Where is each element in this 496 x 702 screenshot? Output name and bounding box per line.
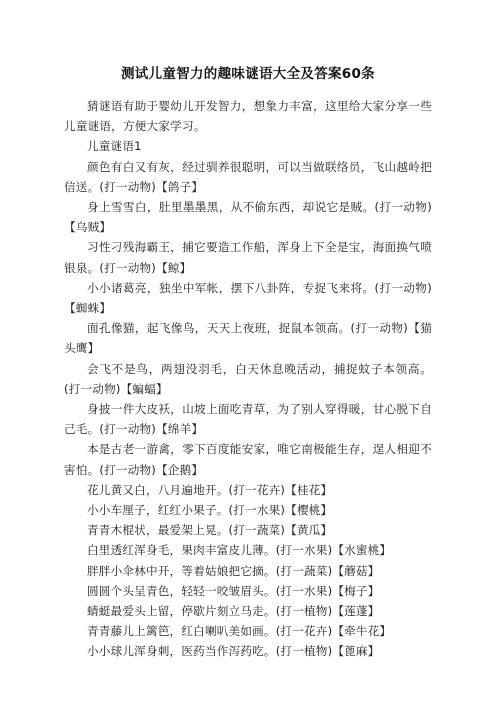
riddle-item: 身上雪雪白，肚里墨墨黑，从不偷东西，却说它是贼。(打一动物)【乌贼】	[64, 200, 432, 235]
paragraph: 猜谜语有助于婴幼儿开发智力，想象力丰富，这里给大家分享一些儿童谜语，方便大家学习。	[64, 99, 432, 134]
document-title: 测试儿童智力的趣味谜语大全及答案60条	[121, 66, 375, 82]
riddle-item: 圆圆个头呈青色，轻轻一咬皱眉头。(打一水果)【梅子】	[87, 583, 380, 598]
riddle-item: 小小诸葛亮，独坐中军帐，摆下八卦阵，专捉飞来将。(打一动物)【蜘蛛】	[64, 280, 432, 316]
riddle-item: 本是古老一游禽，零下百度能安家，唯它南极能生存，逞人相迎不害怕。(打一动物)【企鹅】	[64, 442, 432, 477]
riddle-item: 会飞不是鸟，两翅没羽毛，白天休息晚活动，捕捉蚊子本领高。(打一动物)【蝙蝠】	[64, 361, 432, 396]
riddle-item: 颜色有白又有灰，经过驯养很聪明，可以当做联络员，飞山越岭把信送。(打一动物)【鸽子】	[64, 159, 432, 194]
riddle-item: 青青藤儿上篱笆，红白喇叭美如画。(打一花卉)【牵牛花】	[87, 624, 392, 639]
document-body	[64, 96, 432, 662]
riddle-item: 胖胖小伞林中开，等着姑娘把它摘。(打一蔬菜)【蘑菇】	[87, 563, 380, 578]
section-heading: 儿童谜语1	[87, 139, 142, 154]
riddle-item: 小小球儿浑身刺，医药当作泻药吃。(打一植物)【蓖麻】	[87, 644, 380, 659]
riddle-item: 身披一件大皮袄，山坡上面吃青草，为了别人穿得暖，甘心脱下自己毛。(打一动物)【绵羊】	[64, 402, 432, 437]
riddle-item: 习性刁残海霸王，捕它要造工作船，浑身上下全是宝，海面换气喷银泉。(打一动物)【鲸】	[64, 240, 432, 275]
riddle-item: 蜻蜓最爱头上留，停歇片刻立马走。(打一植物)【莲蓬】	[87, 604, 380, 619]
riddle-item: 青青木棍状，最爱架上晃。(打一蔬菜)【黄瓜】	[87, 523, 333, 538]
riddle-item: 面孔像猫，起飞像鸟，天天上夜班，捉鼠本领高。(打一动物)【猫头鹰】	[64, 321, 432, 356]
riddle-item: 小小车厘子，红红小果子。(打一水果)【樱桃】	[87, 503, 333, 518]
riddle-item: 白里透红浑身毛，果肉丰富皮儿薄。(打一水果)【水蜜桃】	[87, 543, 392, 558]
riddle-item: 花儿黄又白，八月遍地开。(打一花卉)【桂花】	[87, 482, 333, 497]
